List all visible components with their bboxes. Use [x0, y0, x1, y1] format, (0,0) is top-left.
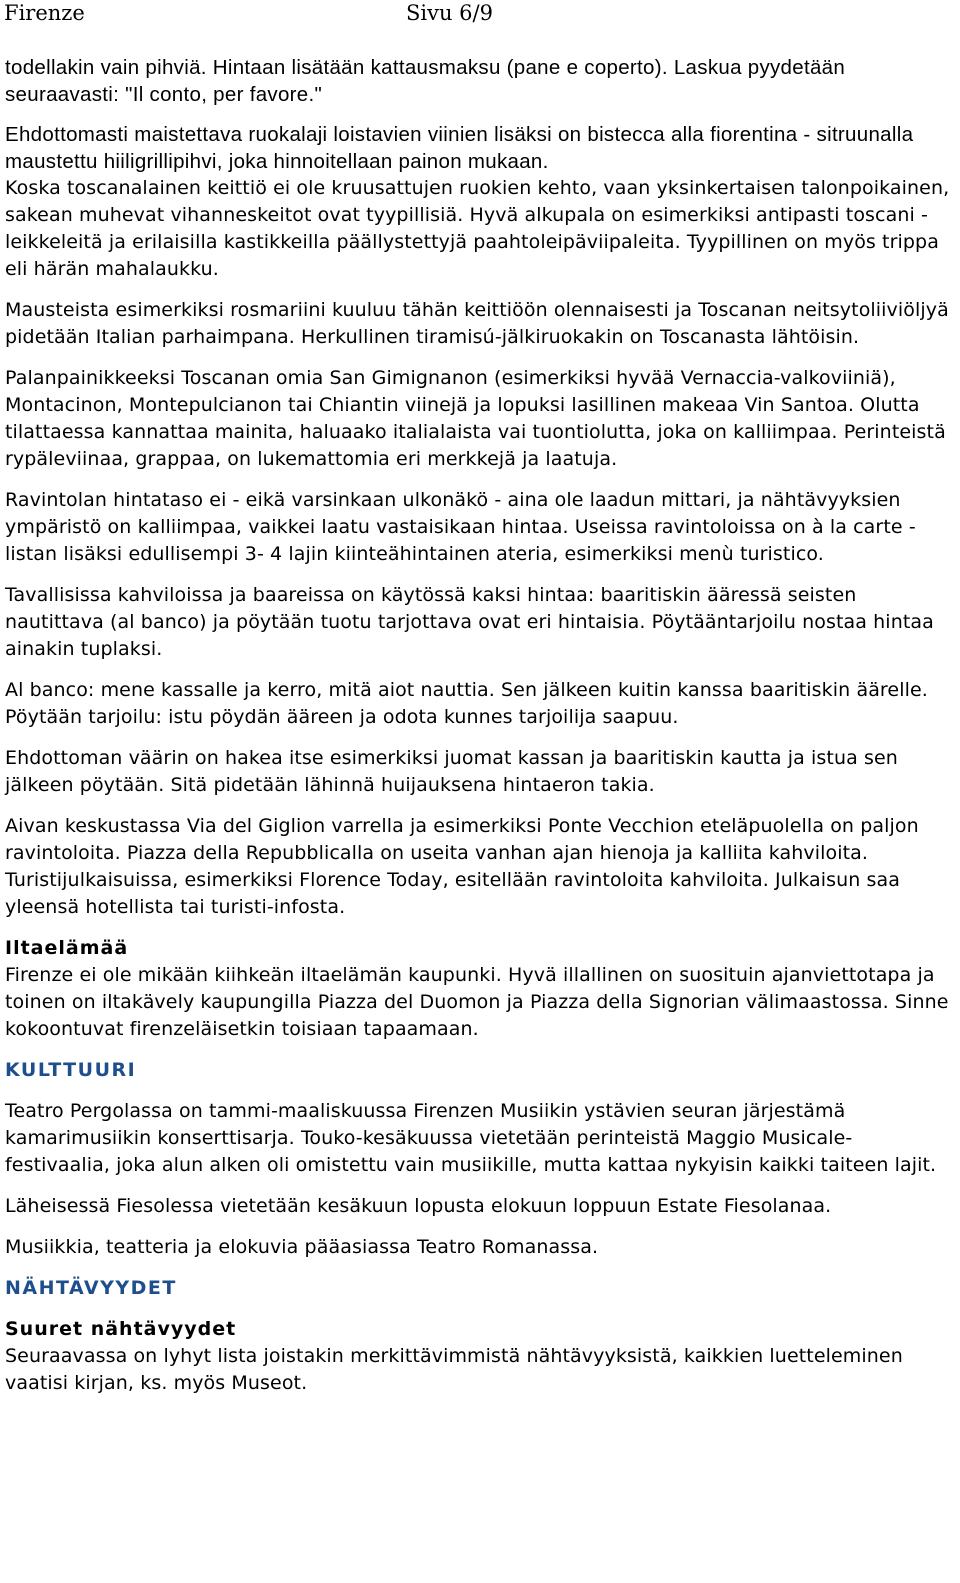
header-title: Firenze: [4, 1, 85, 25]
paragraph-fiesole: Läheisessä Fiesolessa vietetään kesäkuun lopusta elokuun loppuun Estate Fiesolanaa.: [5, 1195, 832, 1217]
page-header: [4, 0, 564, 28]
paragraph-spices: Mausteista esimerkiksi rosmariini kuuluu tähän keittiöön olennaisesti ja Toscanan neitsytoliiviöljyä pidetään Italian parhaimpana. Herkullinen tiramisú-jälkiruokakin on Toscanasta lähtöisin.: [5, 299, 949, 348]
paragraph-sights-intro: Seuraavassa on lyhyt lista joistakin merkittävimmistä nähtävyyksistä, kaikkien luetteleminen vaatisi kirjan, ks. myös Museot.: [5, 1345, 903, 1394]
major-sights-heading: Suuret nähtävyydet: [5, 1318, 237, 1340]
paragraph-wines: Palanpainikkeeksi Toscanan omia San Gimignanon (esimerkiksi hyvää Vernaccia-valkoviiniä), Montacinon, Montepulcianon tai Chiantin viinejä ja lopuksi lasillinen makeaa Vin Santoa. Olutta tilattaessa kannattaa mainita, haluaako italialaista vai tuontiolutta, joka on kalliimpaa. Perinteistä rypäleviinaa, grappaa, on lukemattomia eri merkkejä ja laatuja.: [5, 367, 946, 470]
paragraph-table-service: Pöytään tarjoilu: istu pöydän ääreen ja odota kunnes tarjoilija saapuu.: [5, 706, 679, 728]
paragraph-cafes: Tavallisissa kahviloissa ja baareissa on käytössä kaksi hintaa: baaritiskin ääressä seisten nautittava (al banco) ja pöytään tuotu tarjottava ovat eri hintaisia. Pöytääntarjoilu nostaa hintaa ainakin tuplaksi.: [5, 584, 934, 660]
paragraph-wrong-practice: Ehdottoman väärin on hakea itse esimerkiksi juomat kassan ja baaritiskin kautta ja istua sen jälkeen pöytään. Sitä pidetään lähinnä huijauksena hintaeron takia.: [5, 747, 898, 796]
paragraph-nightlife: Firenze ei ole mikään kiihkeän iltaelämän kaupunki. Hyvä illallinen on suosituin ajanviettotapa ja toinen on iltakävely kaupungilla Piazza del Duomon ja Piazza della Signorian välimaastossa. Sinne kokoontuvat firenzeläisetkin toisiaan tapaamaan.: [5, 964, 949, 1040]
paragraph-pergola: Teatro Pergolassa on tammi-maaliskuussa Firenzen Musiikin ystävien seuran järjestämä kamarimusiikin konserttisarja. Touko-kesäkuussa vietetään perinteistä Maggio Musicale-festivaalia, joka alun alken oli omistettu vain musiikille, mutta kattaa nykyisin kaikki taiteen lajit.: [5, 1100, 937, 1176]
paragraph-bill: todellakin vain pihviä. Hintaan lisätään kattausmaksu (pane e coperto). Laskua pyydetään seuraavasti: "Il conto, per favore.": [5, 56, 846, 106]
iltaelama-heading: Iltaelämää: [5, 937, 129, 959]
kulttuuri-heading: KULTTUURI: [5, 1059, 137, 1081]
paragraph-price-level: Ravintolan hintataso ei - eikä varsinkaan ulkonäkö - aina ole laadun mittari, ja nähtävyyksien ympäristö on kalliimpaa, vaikkei laatu vastaisikaan hintaa. Useissa ravintoloissa on à la carte -listan lisäksi edullisempi 3- 4 lajin kiinteähintainen ateria, esimerkiksi menù turistico.: [5, 489, 916, 565]
paragraph-teatro-romana: Musiikkia, teatteria ja elokuvia pääasiassa Teatro Romanassa.: [5, 1236, 599, 1258]
document-body: [5, 54, 950, 1397]
paragraph-restaurant-areas: Aivan keskustassa Via del Giglion varrella ja esimerkiksi Ponte Vecchion eteläpuolella on paljon ravintoloita. Piazza della Repubblicalla on useita vanhan ajan hienoja ja kalliita kahviloita. Turistijulkaisuissa, esimerkiksi Florence Today, esitellään ravintoloita kahviloita. Julkaisun saa yleensä hotellista tai turisti-infosta.: [5, 815, 919, 918]
paragraph-bistecca: Ehdottomasti maistettava ruokalaji loistavien viinien lisäksi on bistecca alla fiorentina - sitruunalla maustettu hiiligrillipihvi, joka hinnoitellaan painon mukaan.: [5, 123, 914, 173]
paragraph-al-banco: Al banco: mene kassalle ja kerro, mitä aiot nauttia. Sen jälkeen kuitin kanssa baaritiskin äärelle.: [5, 679, 928, 701]
paragraph-tuscan-cuisine: Koska toscanalainen keittiö ei ole kruusattujen ruokien kehto, vaan yksinkertaisen talonpoikainen, sakean muhevat vihanneskeitot ovat tyypillisiä. Hyvä alkupala on esimerkiksi antipasti toscani - leikkeleitä ja erilaisilla kastikkeilla päällystettyjä paahtoleipäviipaleita. Tyypillinen on myös trippa eli härän mahalaukku.: [5, 177, 950, 280]
nahtavyydet-heading: NÄHTÄVYYDET: [5, 1277, 177, 1299]
page-number: Sivu 6/9: [406, 1, 493, 25]
